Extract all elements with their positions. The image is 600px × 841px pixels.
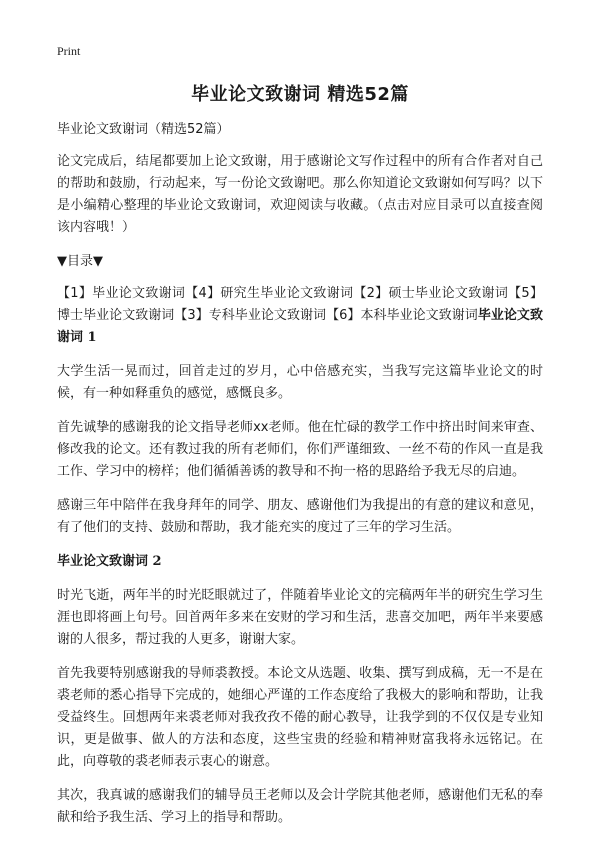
section-1-paragraph: 首先诚挚的感谢我的论文指导老师xx老师。他在忙碌的教学工作中挤出时间来审查、修改我的论文。还有教过我的所有老师们，你们严谨细致、一丝不苟的作风一直是我工作、学习中的榜样；他们循循善诱的教导和不拘一格的思路给予我无尽的启迪。 [57,420,543,479]
section-2-paragraph: 首先我要特别感谢我的导师裘教授。本论文从选题、收集、撰写到成稿，无一不是在裘老师的悉心指导下完成的，她细心严谨的工作态度给了我极大的影响和帮助，让我受益终生。回想两年来裘老师对我孜孜不倦的耐心教导，让我学到的不仅仅是专业知识，更是做事、做人的方法和态度，这些宝贵的经验和精神财富我将永远铭记。在此，向尊敬的裘老师表示衷心的谢意。 [57,666,543,769]
toc-list [57,283,543,349]
document-body [57,119,543,841]
toc-link-5[interactable]: 【5】博士毕业论文致谢词 [57,286,543,323]
page-title: 毕业论文致谢词 精选52篇 [191,84,409,105]
section-2-paragraph: 其次，我真诚的感谢我们的辅导员王老师以及会计学院其他老师，感谢他们无私的奉献和给予我生活、学习上的指导和帮助。 [57,788,543,825]
intro-paragraph: 论文完成后，结尾都要加上论文致谢，用于感谢论文写作过程中的所有合作者对自己的帮助和鼓励，行动起来，写一份论文致谢吧。那么你知道论文致谢如何写吗？以下是小编精心整理的毕业论文致谢词，欢迎阅读与收藏。（点击对应目录可以直接查阅该内容哦！） [57,154,543,235]
document-subtitle: 毕业论文致谢词（精选52篇） [57,122,230,137]
print-label: Print [57,44,81,58]
section-2-paragraph: 时光飞逝，两年半的时光眨眼就过了，伴随着毕业论文的完稿两年半的研究生学习生涯也即将画上句号。回首两年多来在安财的学习和生活，悲喜交加吧，两年半来要感谢的人很多，帮过我的人更多，谢谢大家。 [57,588,543,647]
toc-heading: ▼目录▼ [57,254,103,269]
section-1-paragraph: 感谢三年中陪伴在我身拜年的同学、朋友、感谢他们为我提出的有意的建议和意见，有了他们的支持、鼓励和帮助，我才能充实的度过了三年的学习生活。 [57,498,543,535]
toc-link-4[interactable]: 【4】研究生毕业论文致谢词 [185,286,354,301]
toc-link-3[interactable]: 【3】专科毕业论文致谢词 [174,308,327,323]
toc-link-6[interactable]: 【6】本科毕业论文致谢词 [326,308,478,323]
section-1-paragraph: 大学生活一晃而过，回首走过的岁月，心中倍感充实，当我写完这篇毕业论文的时候，有一种如释重负的感觉，感慨良多。 [57,364,543,401]
section-heading-2: 毕业论文致谢词 2 [57,554,162,569]
toc-link-1[interactable]: 【1】毕业论文致谢词 [57,286,186,301]
toc-link-2[interactable]: 【2】硕士毕业论文致谢词 [353,286,509,301]
section-heading-1: 毕业论文致谢词 1 [57,308,543,345]
